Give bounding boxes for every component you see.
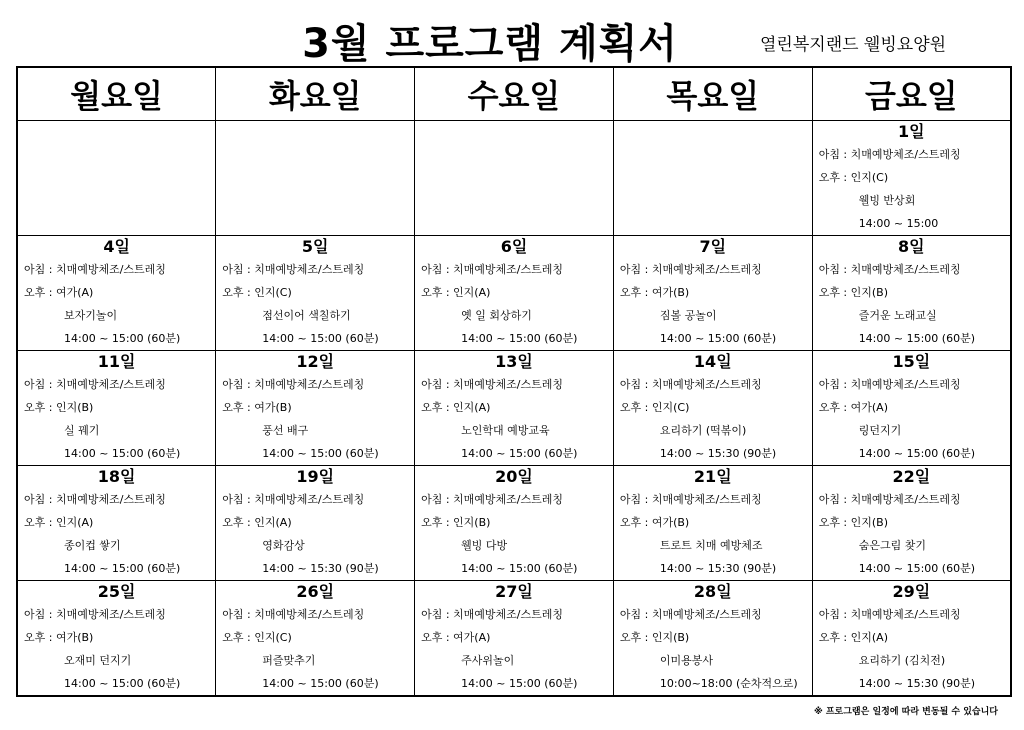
day-number: 13일	[495, 352, 533, 371]
morning-program: 아침 : 치매예방체조/스트레칭	[818, 493, 961, 506]
day-cell	[812, 121, 1011, 236]
day-cell	[216, 581, 415, 697]
activity-time: 14:00 ~ 15:00 (60분)	[64, 562, 181, 575]
day-cell	[613, 236, 812, 351]
activity-name: 실 꿰기	[64, 424, 100, 437]
morning-program: 아침 : 치매예방체조/스트레칭	[24, 378, 166, 391]
afternoon-category: 오후 : 인지(C)	[619, 401, 690, 414]
program-calendar	[16, 66, 1012, 697]
activity-time: 14:00 ~ 15:00 (60분)	[461, 562, 578, 575]
morning-program: 아침 : 치매예방체조/스트레칭	[619, 493, 762, 506]
morning-program: 아침 : 치매예방체조/스트레칭	[818, 608, 961, 621]
afternoon-category: 오후 : 인지(A)	[421, 286, 491, 299]
activity-name: 퍼즐맞추기	[262, 654, 316, 667]
day-number: 14일	[693, 352, 732, 371]
morning-program: 아침 : 치매예방체조/스트레칭	[222, 263, 365, 276]
afternoon-category: 오후 : 여가(B)	[222, 401, 292, 414]
activity-time: 14:00 ~ 15:00 (60분)	[262, 332, 379, 345]
day-number: 25일	[97, 582, 136, 601]
afternoon-category: 오후 : 여가(B)	[619, 516, 690, 529]
week-row	[17, 581, 1011, 697]
activity-name: 요리하기 (김치전)	[858, 654, 946, 667]
day-cell	[812, 466, 1011, 581]
activity-time: 14:00 ~ 15:00 (60분)	[858, 562, 976, 575]
weekday-header-wed: 수요일	[415, 67, 614, 121]
day-number: 19일	[296, 467, 335, 486]
afternoon-category: 오후 : 여가(A)	[421, 631, 491, 644]
morning-program: 아침 : 치매예방체조/스트레칭	[24, 493, 166, 506]
activity-time: 14:00 ~ 15:30 (90분)	[659, 447, 777, 460]
activity-name: 주사위놀이	[461, 654, 515, 667]
weekday-header-thu: 목요일	[613, 67, 812, 121]
afternoon-category: 오후 : 인지(C)	[222, 631, 292, 644]
morning-program: 아침 : 치매예방체조/스트레칭	[619, 378, 762, 391]
day-cell	[216, 351, 415, 466]
weekday-header-fri: 금요일	[812, 67, 1011, 121]
activity-name: 숨은그림 찾기	[858, 539, 926, 552]
morning-program: 아침 : 치매예방체조/스트레칭	[818, 148, 961, 161]
day-cell	[17, 351, 216, 466]
afternoon-category: 오후 : 인지(A)	[421, 401, 491, 414]
day-cell	[613, 351, 812, 466]
activity-time: 14:00 ~ 15:30 (90분)	[262, 562, 379, 575]
day-cell	[812, 351, 1011, 466]
afternoon-category: 오후 : 인지(A)	[818, 631, 888, 644]
day-cell	[812, 581, 1011, 697]
activity-name: 링던지기	[858, 424, 902, 437]
week-row	[17, 236, 1011, 351]
day-number: 21일	[693, 467, 732, 486]
week-row	[17, 466, 1011, 581]
day-number: 12일	[296, 352, 335, 371]
afternoon-category: 오후 : 인지(B)	[24, 401, 94, 414]
morning-program: 아침 : 치매예방체조/스트레칭	[818, 378, 961, 391]
afternoon-category: 오후 : 인지(B)	[619, 631, 690, 644]
day-number: 7일	[699, 237, 727, 256]
activity-name: 종이컵 쌓기	[64, 539, 121, 552]
day-cell	[17, 581, 216, 697]
day-cell	[17, 121, 216, 236]
morning-program: 아침 : 치매예방체조/스트레칭	[421, 493, 564, 506]
day-number: 18일	[97, 467, 136, 486]
day-number: 15일	[892, 352, 931, 371]
afternoon-category: 오후 : 여가(B)	[619, 286, 690, 299]
day-number: 28일	[693, 582, 732, 601]
activity-name: 풍선 배구	[262, 424, 309, 437]
weekday-header-tue: 화요일	[216, 67, 415, 121]
morning-program: 아침 : 치매예방체조/스트레칭	[24, 608, 166, 621]
weekday-header-mon: 월요일	[17, 67, 216, 121]
day-cell	[613, 121, 812, 236]
activity-name: 요리하기 (떡볶이)	[659, 424, 747, 437]
day-number: 29일	[892, 582, 931, 601]
activity-name: 영화감상	[262, 539, 305, 552]
afternoon-category: 오후 : 여가(A)	[818, 401, 888, 414]
afternoon-category: 오후 : 여가(A)	[24, 286, 94, 299]
day-cell	[415, 351, 614, 466]
activity-name: 옛 일 회상하기	[461, 309, 532, 322]
day-cell	[812, 236, 1011, 351]
activity-time: 14:00 ~ 15:30 (90분)	[858, 677, 976, 690]
activity-name: 점선이어 색칠하기	[262, 309, 351, 322]
day-number: 26일	[296, 582, 335, 601]
activity-name: 보자기놀이	[64, 309, 118, 322]
day-cell	[415, 236, 614, 351]
day-number: 6일	[500, 237, 528, 256]
activity-time: 14:00 ~ 15:00 (60분)	[262, 447, 379, 460]
day-number: 4일	[103, 237, 130, 256]
activity-time: 14:00 ~ 15:00 (60분)	[64, 332, 181, 345]
activity-name: 트로트 치매 예방체조	[659, 539, 763, 552]
activity-time: 10:00~18:00 (순차적으로)	[659, 677, 798, 690]
activity-time: 14:00 ~ 15:00	[858, 217, 939, 230]
morning-program: 아침 : 치매예방체조/스트레칭	[421, 608, 564, 621]
calendar-body	[17, 121, 1011, 697]
activity-time: 14:00 ~ 15:00 (60분)	[461, 332, 578, 345]
day-cell	[216, 466, 415, 581]
afternoon-category: 오후 : 여가(B)	[24, 631, 94, 644]
day-cell	[415, 466, 614, 581]
activity-time: 14:00 ~ 15:00 (60분)	[461, 677, 578, 690]
day-number: 11일	[97, 352, 136, 371]
afternoon-category: 오후 : 인지(C)	[818, 171, 889, 184]
weekday-header-row	[17, 67, 1011, 121]
activity-time: 14:00 ~ 15:00 (60분)	[64, 447, 181, 460]
day-cell	[17, 466, 216, 581]
morning-program: 아침 : 치매예방체조/스트레칭	[619, 608, 762, 621]
activity-name: 웰빙 반상회	[858, 194, 916, 207]
afternoon-category: 오후 : 인지(C)	[222, 286, 292, 299]
activity-time: 14:00 ~ 15:00 (60분)	[64, 677, 181, 690]
activity-name: 짐볼 공놀이	[659, 309, 717, 322]
afternoon-category: 오후 : 인지(B)	[421, 516, 491, 529]
day-cell	[216, 236, 415, 351]
activity-name: 노인학대 예방교육	[461, 424, 550, 437]
day-number: 20일	[495, 467, 533, 486]
activity-time: 14:00 ~ 15:00 (60분)	[262, 677, 379, 690]
day-cell	[613, 581, 812, 697]
organization-name: 열린복지랜드 웰빙요양원	[760, 35, 947, 55]
activity-time: 14:00 ~ 15:30 (90분)	[659, 562, 777, 575]
morning-program: 아침 : 치매예방체조/스트레칭	[421, 378, 564, 391]
morning-program: 아침 : 치매예방체조/스트레칭	[222, 378, 365, 391]
day-number: 8일	[898, 237, 925, 256]
activity-time: 14:00 ~ 15:00 (60분)	[858, 332, 976, 345]
morning-program: 아침 : 치매예방체조/스트레칭	[222, 493, 365, 506]
morning-program: 아침 : 치매예방체조/스트레칭	[818, 263, 961, 276]
activity-name: 오재미 던지기	[64, 654, 132, 667]
activity-name: 즐거운 노래교실	[858, 309, 937, 322]
afternoon-category: 오후 : 인지(B)	[818, 516, 889, 529]
day-cell	[17, 236, 216, 351]
activity-name: 이미용봉사	[659, 654, 714, 667]
morning-program: 아침 : 치매예방체조/스트레칭	[24, 263, 166, 276]
afternoon-category: 오후 : 인지(A)	[24, 516, 94, 529]
day-cell	[613, 466, 812, 581]
schedule-change-note: ※ 프로그램은 일정에 따라 변동될 수 있습니다	[813, 707, 998, 717]
afternoon-category: 오후 : 인지(A)	[222, 516, 292, 529]
day-cell	[415, 121, 614, 236]
activity-time: 14:00 ~ 15:00 (60분)	[659, 332, 777, 345]
morning-program: 아침 : 치매예방체조/스트레칭	[421, 263, 564, 276]
day-number: 1일	[898, 122, 925, 141]
page-title: 3월 프로그램 계획서	[302, 21, 678, 67]
activity-time: 14:00 ~ 15:00 (60분)	[461, 447, 578, 460]
day-cell	[216, 121, 415, 236]
day-number: 27일	[495, 582, 533, 601]
activity-time: 14:00 ~ 15:00 (60분)	[858, 447, 976, 460]
morning-program: 아침 : 치매예방체조/스트레칭	[222, 608, 365, 621]
morning-program: 아침 : 치매예방체조/스트레칭	[619, 263, 762, 276]
activity-name: 웰빙 다방	[461, 539, 508, 552]
day-cell	[415, 581, 614, 697]
afternoon-category: 오후 : 인지(B)	[818, 286, 889, 299]
day-number: 22일	[892, 467, 931, 486]
day-number: 5일	[301, 237, 329, 256]
week-row	[17, 351, 1011, 466]
week-row	[17, 121, 1011, 236]
